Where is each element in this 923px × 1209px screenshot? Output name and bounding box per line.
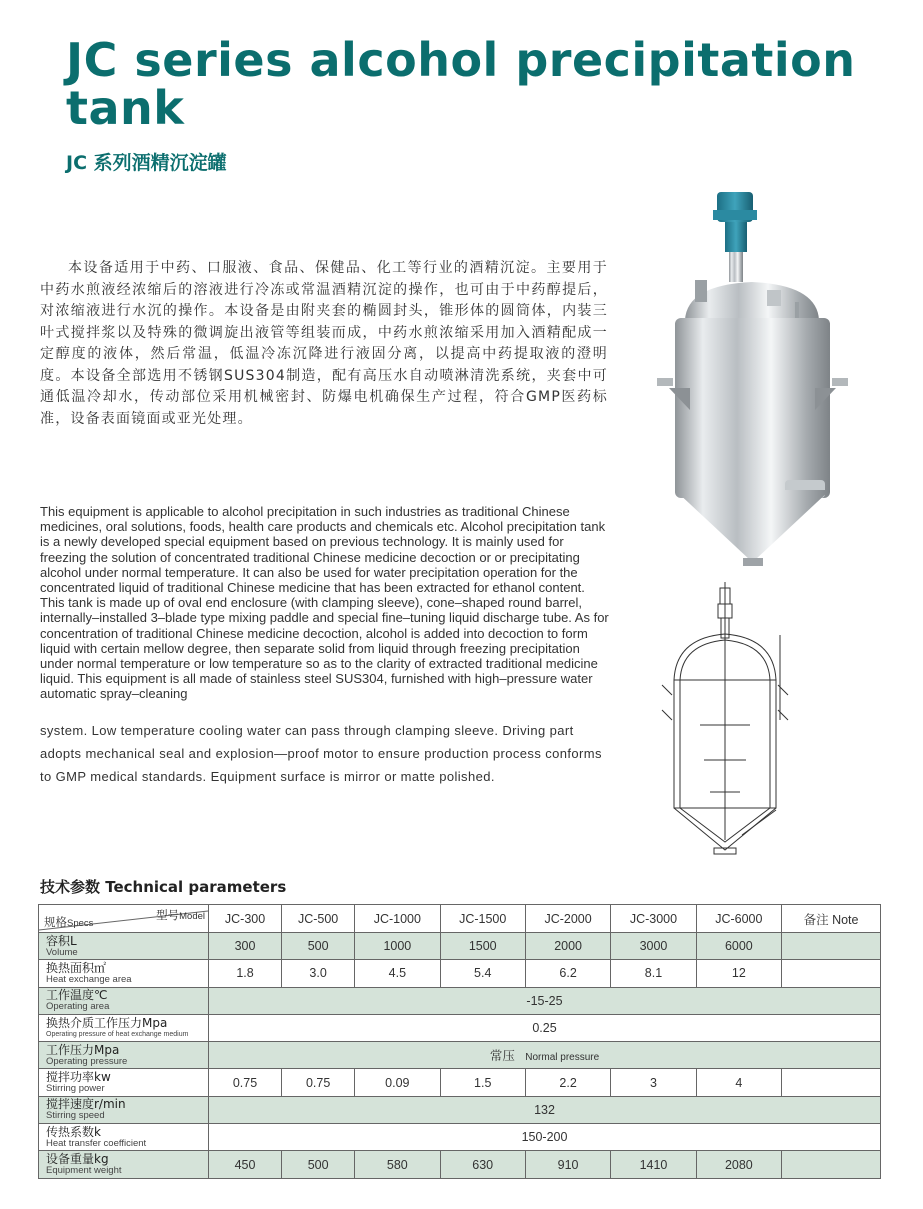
table-cell: 工作温度℃ Operating area [39, 987, 209, 1014]
table-row [39, 960, 881, 987]
table-cell: 300 [209, 933, 282, 960]
table-row [39, 1014, 881, 1041]
table-cell: 0.75 [209, 1069, 282, 1096]
table-row [39, 1124, 881, 1151]
table-cell: 1.5 [440, 1069, 525, 1096]
header-model: JC-300 [209, 905, 282, 933]
table-cell: 3.0 [282, 960, 355, 987]
page-title: JC series alcohol precipitation tank [66, 33, 856, 135]
table-cell: 搅拌功率kw Stirring power [39, 1069, 209, 1096]
tank-cone [675, 490, 830, 560]
header-model: JC-2000 [525, 905, 610, 933]
header-model: JC-6000 [696, 905, 781, 933]
table-row [39, 1096, 881, 1123]
header-note: 备注 Note [782, 905, 881, 933]
table-cell: 450 [209, 1151, 282, 1178]
table-cell: 工作压力Mpa Operating pressure [39, 1042, 209, 1069]
description-cn: 本设备适用于中药、口服液、食品、保健品、化工等行业的酒精沉淀。主要用于中药水煎液经浓缩后的溶液进行冷冻或常温酒精沉淀的操作，也可由于中药醇提后，对浓缩液进行水沉的操作。本设备是由附夹套的椭圆封头，锥形体的圆筒体，内装三叶式搅拌浆以及特殊的微调旋出液管等组装而成，中药水煎浓缩采用加入酒精配成一定醇度的液体，然后常温，低温冷冻沉降进行液固分离，以提高中药提取液的澄明度。本设备全部选用不锈钢SUS304制造，配有高压水自动喷淋清洗系统，夹套中可通低温冷却水，传动部位采用机械密封、防爆电机确保生产过程，符合GMP医药标准，设备表面镜面或亚光处理。 [40, 260, 608, 427]
tank-technical-drawing [652, 580, 798, 860]
table-cell: 1000 [355, 933, 440, 960]
table-cell: 580 [355, 1151, 440, 1178]
header-model: JC-500 [282, 905, 355, 933]
technical-parameters-heading: 技术参数 Technical parameters [40, 878, 287, 896]
header-model-en: Model [179, 911, 205, 922]
table-cell [782, 960, 881, 987]
table-cell: 630 [440, 1151, 525, 1178]
table-cell: 常压 Normal pressure [209, 1042, 881, 1069]
header-spec-en: Specs [67, 918, 94, 929]
table-row [39, 1042, 881, 1069]
header-spec-cn: 规格 [44, 915, 67, 929]
table-cell: 500 [282, 933, 355, 960]
header-diagonal-cell [39, 905, 209, 933]
header-model-cn: 型号 [156, 908, 180, 922]
table-cell: 5.4 [440, 960, 525, 987]
table-cell: 132 [209, 1096, 881, 1123]
table-row [39, 933, 881, 960]
table-row [39, 1151, 881, 1178]
table-cell [782, 933, 881, 960]
table-cell: 2080 [696, 1151, 781, 1178]
description-en: This equipment is applicable to alcohol precipitation in such industries as traditional Chinese medicines, oral solutions, foods, health care products and chemicals etc. Alcohol precipitation tank is a newly developed special equipment based on previous technology. It is mainly used for freezing the solution of concentrated traditional Chinese medicine decoction or or precipitating alcohol under normal temperature. It can also be used for water precipitation operation for the concentrated liquid of traditional Chinese medicine that has been extracted for ethanol content. This tank is made up of oval end enclosure (with clamping sleeve), cone–shaped round barrel, internally–installed 3–blade type mixing paddle and special fine–tuning liquid discharge tube. As for concentration of traditional Chinese medicine decoction, alcohol is added into decoction to form liquid with certain mellow degree, then separate solid from liquid through freezing precipitation under normal temperature or low temperature so as to the clarity of extracted traditional medicine liquid. This equipment is all made of stainless steel SUS304, furnished with high–pressure water automatic spray–cleaning [40, 504, 609, 702]
table-cell: 6.2 [525, 960, 610, 987]
page-subtitle-cn: JC 系列酒精沉淀罐 [66, 152, 227, 174]
table-cell: 3 [611, 1069, 696, 1096]
table-cell: 8.1 [611, 960, 696, 987]
table-cell: 设备重量kg Equipment weight [39, 1151, 209, 1178]
table-cell: 0.09 [355, 1069, 440, 1096]
table-cell: 1410 [611, 1151, 696, 1178]
table-cell: 910 [525, 1151, 610, 1178]
tank-barrel [675, 318, 830, 498]
table-cell: 1500 [440, 933, 525, 960]
table-cell: 换热面积㎡ Heat exchange area [39, 960, 209, 987]
table-cell: 2000 [525, 933, 610, 960]
header-model: JC-1500 [440, 905, 525, 933]
table-cell: 150-200 [209, 1124, 881, 1151]
table-cell: 0.25 [209, 1014, 881, 1041]
table-cell: 3000 [611, 933, 696, 960]
table-row [39, 987, 881, 1014]
table-cell: 换热介质工作压力Mpa Operating pressure of heat exchange medium [39, 1014, 209, 1041]
table-cell: 6000 [696, 933, 781, 960]
table-cell: 0.75 [282, 1069, 355, 1096]
table-cell: 1.8 [209, 960, 282, 987]
table-cell: 2.2 [525, 1069, 610, 1096]
tank-photo [655, 190, 850, 575]
technical-parameters-table [38, 904, 881, 1179]
description-en-continued: system. Low temperature cooling water can pass through clamping sleeve. Driving part adopts mechanical seal and explosion—proof motor to ensure production process conforms to GMP medical standards. Equipment surface is mirror or matte polished. [40, 723, 602, 784]
table-cell: 容积L Volume [39, 933, 209, 960]
table-cell [782, 1151, 881, 1178]
table-row [39, 1069, 881, 1096]
table-cell: 4 [696, 1069, 781, 1096]
table-cell: 12 [696, 960, 781, 987]
header-model: JC-3000 [611, 905, 696, 933]
table-cell: 搅拌速度r/min Stirring speed [39, 1096, 209, 1123]
table-cell: 500 [282, 1151, 355, 1178]
header-model: JC-1000 [355, 905, 440, 933]
table-cell: 4.5 [355, 960, 440, 987]
table-cell [782, 1069, 881, 1096]
table-cell: 传热系数k Heat transfer coefficient [39, 1124, 209, 1151]
table-cell: -15-25 [209, 987, 881, 1014]
